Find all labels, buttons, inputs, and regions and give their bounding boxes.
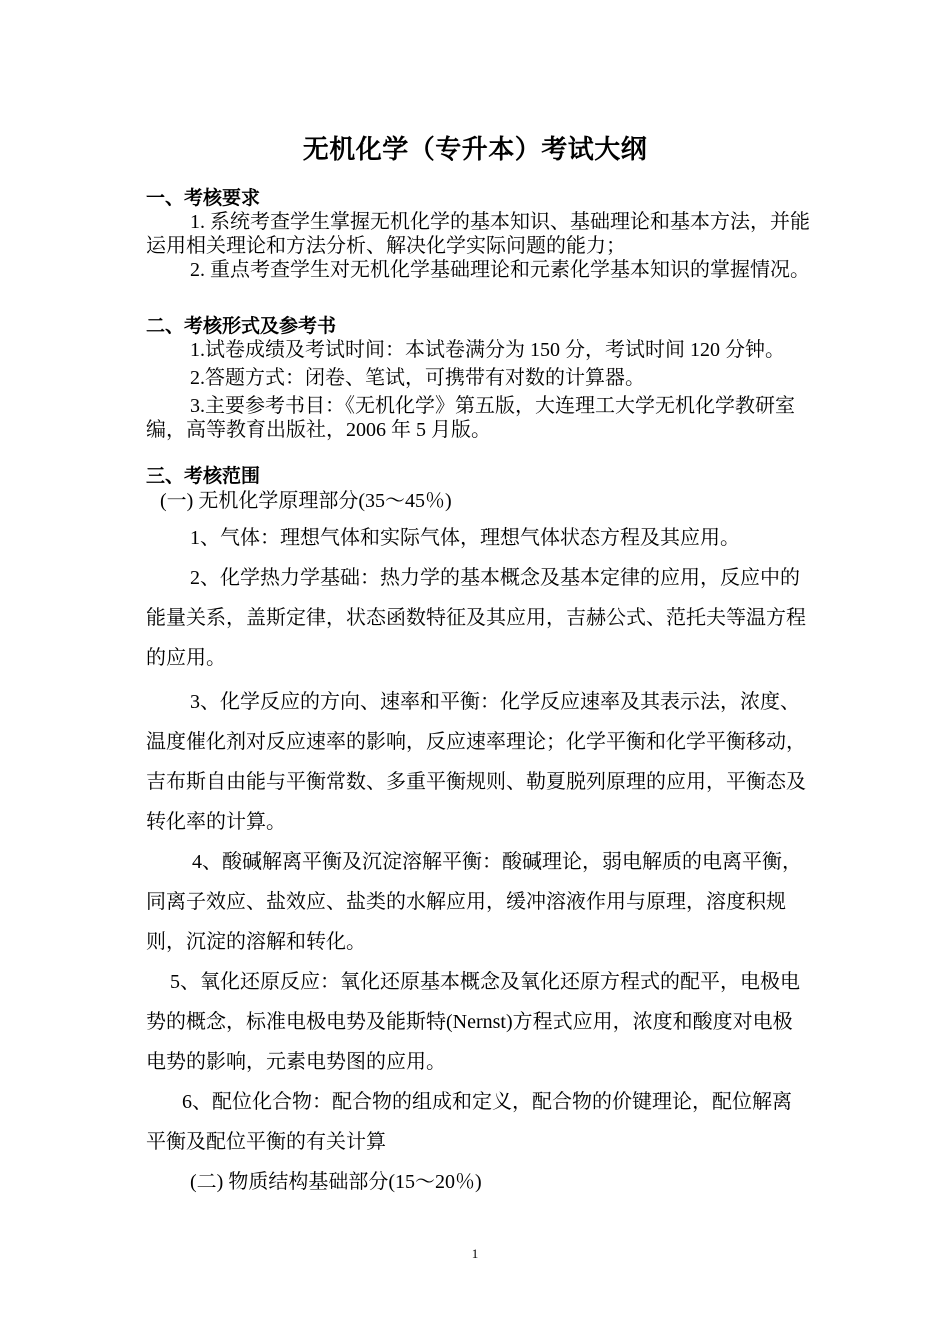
paragraph: 1.试卷成绩及考试时间：本试卷满分为 150 分，考试时间 120 分钟。 (190, 339, 785, 361)
list-item: 2、化学热力学基础：热力学的基本概念及基本定律的应用，反应中的能量关系，盖斯定律，状态函数特征及其应用，吉赫公式、范托夫等温方程的应用。 (146, 567, 806, 669)
section-heading: 三、考核范围 (146, 465, 261, 487)
section-scope (146, 464, 810, 1202)
paragraph: 3.主要参考书目：《无机化学》第五版，大连理工大学无机化学教研室编，高等教育出版社，2006 年 5 月版。 (146, 395, 795, 441)
page-number: 1 (471, 1246, 479, 1261)
subsection-heading: (一) 无机化学原理部分(35～45％) (160, 490, 452, 512)
section-requirements (146, 186, 810, 282)
section-heading: 一、考核要求 (146, 187, 261, 209)
section-heading: 二、考核形式及参考书 (146, 315, 337, 337)
page-title: 无机化学（专升本）考试大纲 (302, 135, 648, 165)
paragraph: 2. 重点考查学生对无机化学基础理论和元素化学基本知识的掌握情况。 (190, 259, 810, 281)
paragraph: 1. 系统考查学生掌握无机化学的基本知识、基础理论和基本方法，并能运用相关理论和方法分析、解决化学实际问题的能力； (146, 211, 810, 257)
list-item: 3、化学反应的方向、速率和平衡：化学反应速率及其表示法，浓度、温度催化剂对反应速率的影响，反应速率理论；化学平衡和化学平衡移动，吉布斯自由能与平衡常数、多重平衡规则、勒夏脱列原理的应用，平衡态及转化率的计算。 (146, 691, 806, 833)
paragraph: 2.答题方式：闭卷、笔试，可携带有对数的计算器。 (190, 367, 645, 389)
subsection-heading: (二) 物质结构基础部分(15～20％) (190, 1171, 482, 1193)
list-item: 6、配位化合物：配合物的组成和定义，配合物的价键理论，配位解离平衡及配位平衡的有关计算 (146, 1091, 792, 1153)
section-format (146, 314, 810, 442)
list-item: 5、氧化还原反应：氧化还原基本概念及氧化还原方程式的配平，电极电势的概念，标准电极电势及能斯特(Nernst)方程式应用，浓度和酸度对电极电势的影响，元素电势图的应用。 (146, 971, 800, 1073)
list-item: 1、气体：理想气体和实际气体，理想气体状态方程及其应用。 (190, 527, 740, 549)
list-item: 4、酸碱解离平衡及沉淀溶解平衡：酸碱理论，弱电解质的电离平衡，同离子效应、盐效应、盐类的水解应用，缓冲溶液作用与原理，溶度积规则，沉淀的溶解和转化。 (146, 851, 802, 953)
